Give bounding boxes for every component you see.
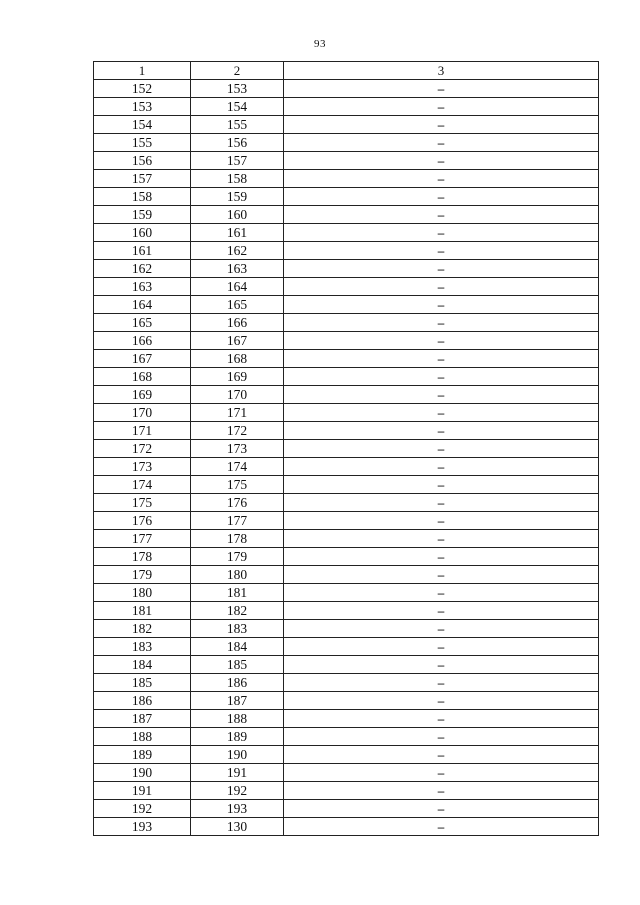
cell-col-3: – <box>284 368 599 386</box>
table-row <box>94 818 599 836</box>
cell-col-3: – <box>284 296 599 314</box>
cell-col-2: 157 <box>191 152 284 170</box>
cell-col-3: – <box>284 674 599 692</box>
cell-col-1: 168 <box>94 368 191 386</box>
table-row <box>94 224 599 242</box>
cell-col-1: 188 <box>94 728 191 746</box>
cell-col-2: 164 <box>191 278 284 296</box>
cell-col-2: 175 <box>191 476 284 494</box>
cell-col-1: 162 <box>94 260 191 278</box>
cell-col-2: 177 <box>191 512 284 530</box>
cell-col-3: – <box>284 656 599 674</box>
table-row <box>94 404 599 422</box>
cell-col-2: 183 <box>191 620 284 638</box>
cell-col-1: 160 <box>94 224 191 242</box>
cell-col-2: 189 <box>191 728 284 746</box>
table-row <box>94 746 599 764</box>
table-row <box>94 134 599 152</box>
table-row <box>94 656 599 674</box>
cell-col-2: 158 <box>191 170 284 188</box>
table-row <box>94 170 599 188</box>
table-row <box>94 638 599 656</box>
cell-col-3: – <box>284 116 599 134</box>
cell-col-3: – <box>284 80 599 98</box>
cell-col-3: – <box>284 188 599 206</box>
cell-col-2: 174 <box>191 458 284 476</box>
cell-col-1: 157 <box>94 170 191 188</box>
cell-col-3: – <box>284 746 599 764</box>
table-header <box>94 62 599 80</box>
cell-col-1: 174 <box>94 476 191 494</box>
cell-col-1: 179 <box>94 566 191 584</box>
cell-col-2: 167 <box>191 332 284 350</box>
cell-col-3: – <box>284 710 599 728</box>
table-row <box>94 674 599 692</box>
cell-col-2: 192 <box>191 782 284 800</box>
cell-col-2: 180 <box>191 566 284 584</box>
table-row <box>94 692 599 710</box>
table-row <box>94 764 599 782</box>
cell-col-2: 182 <box>191 602 284 620</box>
table-row <box>94 350 599 368</box>
cell-col-3: – <box>284 782 599 800</box>
cell-col-2: 181 <box>191 584 284 602</box>
column-header-1: 1 <box>94 62 191 80</box>
cell-col-2: 169 <box>191 368 284 386</box>
cell-col-2: 187 <box>191 692 284 710</box>
table-row <box>94 242 599 260</box>
table-row <box>94 728 599 746</box>
cell-col-3: – <box>284 818 599 836</box>
table-row <box>94 98 599 116</box>
cell-col-3: – <box>284 260 599 278</box>
cell-col-2: 179 <box>191 548 284 566</box>
cell-col-2: 186 <box>191 674 284 692</box>
cell-col-1: 193 <box>94 818 191 836</box>
cell-col-3: – <box>284 206 599 224</box>
cell-col-2: 178 <box>191 530 284 548</box>
column-header-2: 2 <box>191 62 284 80</box>
cell-col-2: 171 <box>191 404 284 422</box>
cell-col-1: 191 <box>94 782 191 800</box>
table-row <box>94 440 599 458</box>
cell-col-1: 190 <box>94 764 191 782</box>
cell-col-3: – <box>284 152 599 170</box>
table-row <box>94 386 599 404</box>
table-row <box>94 80 599 98</box>
cell-col-3: – <box>284 404 599 422</box>
cell-col-1: 181 <box>94 602 191 620</box>
table-row <box>94 188 599 206</box>
cell-col-3: – <box>284 728 599 746</box>
cell-col-2: 154 <box>191 98 284 116</box>
cell-col-3: – <box>284 134 599 152</box>
cell-col-3: – <box>284 494 599 512</box>
cell-col-2: 162 <box>191 242 284 260</box>
cell-col-3: – <box>284 422 599 440</box>
cell-col-3: – <box>284 332 599 350</box>
cell-col-2: 188 <box>191 710 284 728</box>
cell-col-1: 158 <box>94 188 191 206</box>
cell-col-3: – <box>284 602 599 620</box>
cell-col-1: 175 <box>94 494 191 512</box>
cell-col-1: 187 <box>94 710 191 728</box>
cell-col-1: 186 <box>94 692 191 710</box>
cell-col-1: 180 <box>94 584 191 602</box>
cell-col-3: – <box>284 584 599 602</box>
table-row <box>94 512 599 530</box>
cell-col-1: 154 <box>94 116 191 134</box>
cell-col-1: 152 <box>94 80 191 98</box>
cell-col-3: – <box>284 440 599 458</box>
table-row <box>94 260 599 278</box>
cell-col-2: 156 <box>191 134 284 152</box>
cell-col-1: 164 <box>94 296 191 314</box>
cell-col-2: 190 <box>191 746 284 764</box>
cell-col-3: – <box>284 476 599 494</box>
header-row <box>94 62 599 80</box>
cell-col-1: 183 <box>94 638 191 656</box>
cell-col-1: 177 <box>94 530 191 548</box>
cell-col-2: 161 <box>191 224 284 242</box>
cell-col-2: 166 <box>191 314 284 332</box>
cell-col-2: 191 <box>191 764 284 782</box>
cell-col-2: 130 <box>191 818 284 836</box>
cell-col-3: – <box>284 692 599 710</box>
cell-col-2: 193 <box>191 800 284 818</box>
cell-col-1: 184 <box>94 656 191 674</box>
table-row <box>94 476 599 494</box>
cell-col-2: 185 <box>191 656 284 674</box>
page-number: 93 <box>314 38 326 50</box>
table-row <box>94 530 599 548</box>
cell-col-2: 173 <box>191 440 284 458</box>
table-row <box>94 152 599 170</box>
cell-col-3: – <box>284 548 599 566</box>
cell-col-3: – <box>284 512 599 530</box>
cell-col-1: 166 <box>94 332 191 350</box>
cell-col-1: 155 <box>94 134 191 152</box>
cell-col-3: – <box>284 386 599 404</box>
cell-col-1: 167 <box>94 350 191 368</box>
table-row <box>94 206 599 224</box>
table-row <box>94 548 599 566</box>
cell-col-1: 161 <box>94 242 191 260</box>
cell-col-2: 153 <box>191 80 284 98</box>
cell-col-3: – <box>284 98 599 116</box>
cell-col-1: 171 <box>94 422 191 440</box>
table-row <box>94 278 599 296</box>
cell-col-1: 159 <box>94 206 191 224</box>
cell-col-1: 192 <box>94 800 191 818</box>
cell-col-1: 185 <box>94 674 191 692</box>
cell-col-2: 163 <box>191 260 284 278</box>
table-row <box>94 584 599 602</box>
cell-col-1: 169 <box>94 386 191 404</box>
cell-col-3: – <box>284 278 599 296</box>
table-row <box>94 710 599 728</box>
table-row <box>94 800 599 818</box>
cell-col-2: 176 <box>191 494 284 512</box>
cell-col-2: 159 <box>191 188 284 206</box>
cell-col-3: – <box>284 458 599 476</box>
cell-col-3: – <box>284 350 599 368</box>
cell-col-1: 156 <box>94 152 191 170</box>
cell-col-1: 178 <box>94 548 191 566</box>
cell-col-2: 160 <box>191 206 284 224</box>
column-header-3: 3 <box>284 62 599 80</box>
cell-col-3: – <box>284 170 599 188</box>
cell-col-2: 155 <box>191 116 284 134</box>
cell-col-2: 170 <box>191 386 284 404</box>
table-row <box>94 620 599 638</box>
table-row <box>94 458 599 476</box>
cell-col-3: – <box>284 314 599 332</box>
cell-col-1: 182 <box>94 620 191 638</box>
cell-col-1: 170 <box>94 404 191 422</box>
table-row <box>94 422 599 440</box>
cell-col-2: 168 <box>191 350 284 368</box>
table-row <box>94 314 599 332</box>
data-table <box>93 61 599 836</box>
table-row <box>94 296 599 314</box>
table-row <box>94 494 599 512</box>
cell-col-1: 176 <box>94 512 191 530</box>
table-row <box>94 368 599 386</box>
cell-col-1: 189 <box>94 746 191 764</box>
table-row <box>94 566 599 584</box>
cell-col-1: 163 <box>94 278 191 296</box>
cell-col-2: 172 <box>191 422 284 440</box>
cell-col-3: – <box>284 530 599 548</box>
table-row <box>94 602 599 620</box>
cell-col-2: 165 <box>191 296 284 314</box>
cell-col-3: – <box>284 224 599 242</box>
cell-col-3: – <box>284 800 599 818</box>
table-row <box>94 782 599 800</box>
cell-col-3: – <box>284 638 599 656</box>
table-row <box>94 116 599 134</box>
table-body <box>94 80 599 836</box>
cell-col-3: – <box>284 242 599 260</box>
cell-col-1: 165 <box>94 314 191 332</box>
cell-col-1: 172 <box>94 440 191 458</box>
cell-col-2: 184 <box>191 638 284 656</box>
cell-col-1: 173 <box>94 458 191 476</box>
cell-col-1: 153 <box>94 98 191 116</box>
cell-col-3: – <box>284 620 599 638</box>
cell-col-3: – <box>284 566 599 584</box>
cell-col-3: – <box>284 764 599 782</box>
table-row <box>94 332 599 350</box>
